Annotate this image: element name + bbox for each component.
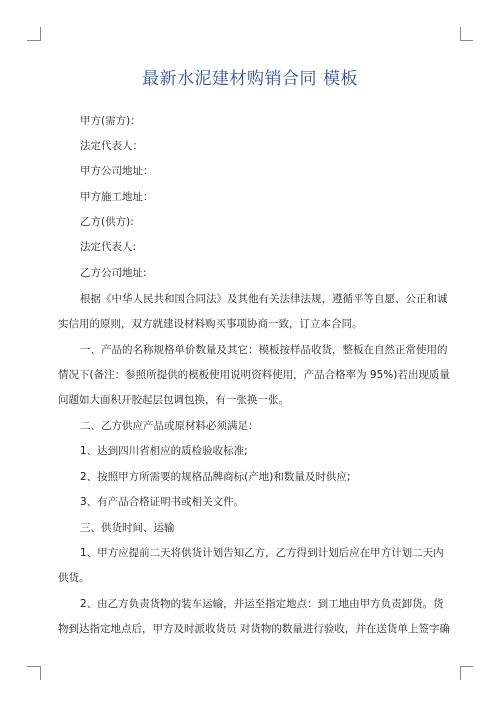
- clause-2-item-1: 1、达到四川省相应的质检验收标准;: [80, 445, 248, 457]
- clause-2-item-3: 3、有产品合格证明书或相关文件。: [80, 496, 245, 508]
- crop-mark-bottom-right-h: [460, 666, 473, 667]
- document-title: 最新水泥建材购销合同 模板: [142, 69, 358, 89]
- clause-1-line-3: 问题如大面积开胶起层包调包换，有一张换一张。: [58, 394, 289, 406]
- clause-3-item-1-line-1: 1、甲方应提前二天将供货计划告知乙方，乙方得到计划后应在甲方计划二天内: [80, 547, 444, 559]
- crop-mark-bottom-left-v: [40, 666, 41, 680]
- clause-3-heading: 三、供货时间、运输: [80, 522, 175, 534]
- clause-1-line-2: 情况下(备注：参照所提供的模板使用说明资料使用，产品合格率为 95%)若出现质量: [58, 369, 450, 381]
- field-party-b-representative: 法定代表人:: [80, 241, 137, 253]
- clause-2-item-2: 2、按照甲方所需要的规格品牌商标(产地)和数量及时供应;: [80, 471, 351, 483]
- field-party-b-address: 乙方公司地址:: [80, 267, 147, 279]
- crop-mark-top-right-h: [460, 40, 473, 41]
- clause-3-item-1-line-2: 供货。: [58, 572, 90, 584]
- field-party-a-representative: 法定代表人：: [80, 140, 143, 152]
- clause-3-item-2-line-1: 2、由乙方负责货物的装车运输，并运至指定地点：到工地由甲方负责卸货。货: [80, 598, 444, 610]
- clause-1-line-1: 一、产品的名称规格单价数量及其它：模板按样品收货，整板在自然正常使用的: [80, 344, 448, 356]
- field-party-b: 乙方(供方):: [80, 216, 134, 228]
- crop-mark-top-left-v: [40, 27, 41, 41]
- field-party-a: 甲方(需方)：: [80, 115, 141, 127]
- paragraph-preamble-line-1: 根据《中华人民共和国合同法》及其他有关法律法规，遵循平等自愿、公正和诚: [80, 293, 448, 305]
- crop-mark-top-right-v: [460, 27, 461, 41]
- crop-mark-top-left-h: [27, 40, 40, 41]
- crop-mark-bottom-left-h: [27, 666, 40, 667]
- crop-mark-bottom-right-v: [460, 666, 461, 680]
- clause-3-item-2-line-2: 物到达指定地点后，甲方及时派收货员 对货物的数量进行验收，并在送货单上签字确: [58, 623, 450, 635]
- field-party-a-address: 甲方公司地址：: [80, 165, 154, 177]
- paragraph-preamble-line-2: 实信用的原则，双方就建设材料购买事项协商一致，订立本合同。: [58, 318, 363, 330]
- field-party-a-site-address: 甲方施工地址：: [80, 191, 154, 203]
- clause-2-heading: 二、乙方供应产品或原材料必须满足：: [80, 420, 259, 432]
